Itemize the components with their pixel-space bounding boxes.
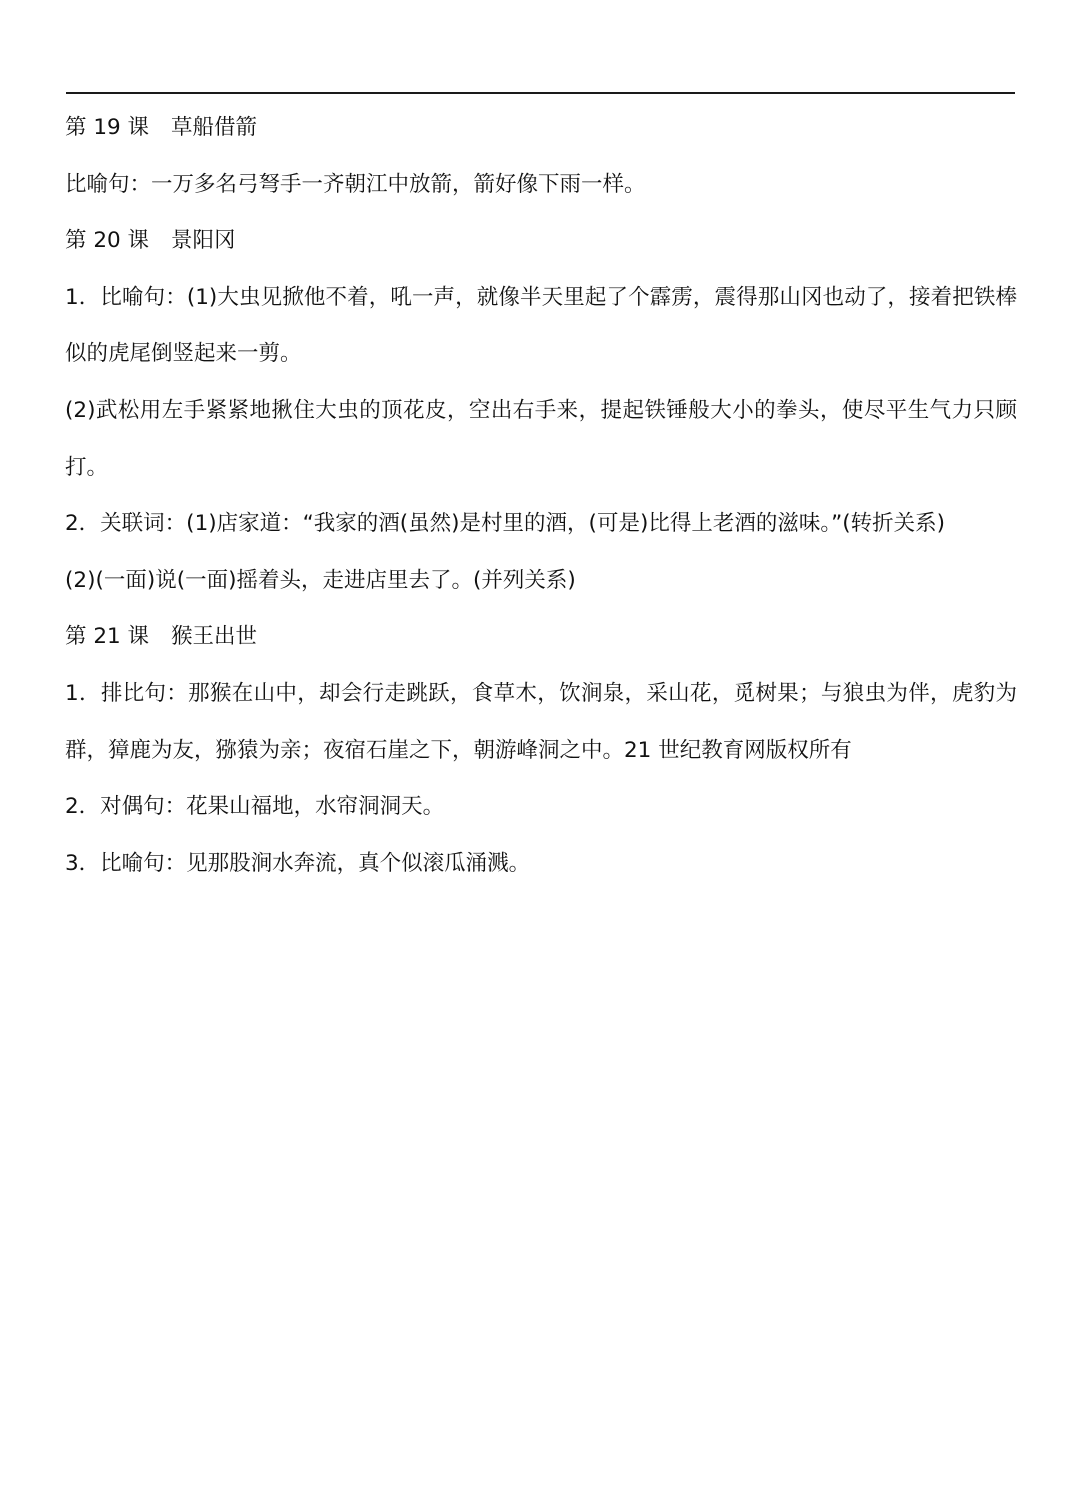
lesson-20-item1-line2: 似的虎尾倒竖起来一剪。	[65, 341, 302, 367]
document-body	[65, 100, 1017, 892]
lesson-21-item1-line1: 1．排比句：那猴在山中，却会行走跳跃，食草木，饮涧泉，采山花，觅树果；与狼虫为伴，虎豹为	[65, 680, 1017, 706]
lesson-title: 猴王出世	[171, 624, 258, 650]
lesson-number: 第 19 课	[65, 115, 150, 140]
lesson-20-item1-line4: 打。	[65, 454, 109, 480]
lesson-21-heading	[65, 609, 1017, 666]
lesson-20-item1-line3: (2)武松用左手紧紧地揪住大虫的顶花皮，空出右手来，提起铁锤般大小的拳头，使尽平生气力只顾	[65, 397, 1017, 423]
lesson-20-item1-line1: 1．比喻句：(1)大虫见掀他不着，吼一声，就像半天里起了个霹雳，震得那山冈也动了，接着把铁棒	[65, 284, 1017, 310]
lesson-19-simile: 比喻句：一万多名弓弩手一齐朝江中放箭，箭好像下雨一样。	[65, 171, 646, 197]
lesson-21-item2: 2．对偶句：花果山福地，水帘洞洞天。	[65, 794, 445, 820]
lesson-number: 第 21 课	[65, 624, 150, 650]
lesson-20-item2-line1: 2．关联词：(1)店家道：“我家的酒(虽然)是村里的酒，(可是)比得上老酒的滋味。”(转折关系)	[65, 511, 945, 537]
lesson-21-item3: 3．比喻句：见那股涧水奔流，真个似滚瓜涌溅。	[65, 850, 531, 876]
lesson-20-heading	[65, 213, 1017, 270]
lesson-19-heading	[65, 100, 1017, 157]
lesson-title: 景阳冈	[171, 228, 236, 254]
lesson-number: 第 20 课	[65, 228, 150, 254]
lesson-20-item2-line2: (2)(一面)说(一面)摇着头，走进店里去了。(并列关系)	[65, 567, 576, 593]
lesson-21-item1-line2: 群，獐鹿为友，猕猿为亲；夜宿石崖之下，朝游峰洞之中。21 世纪教育网版权所有	[65, 737, 852, 763]
header-rule	[66, 92, 1015, 94]
lesson-title: 草船借箭	[171, 115, 258, 140]
